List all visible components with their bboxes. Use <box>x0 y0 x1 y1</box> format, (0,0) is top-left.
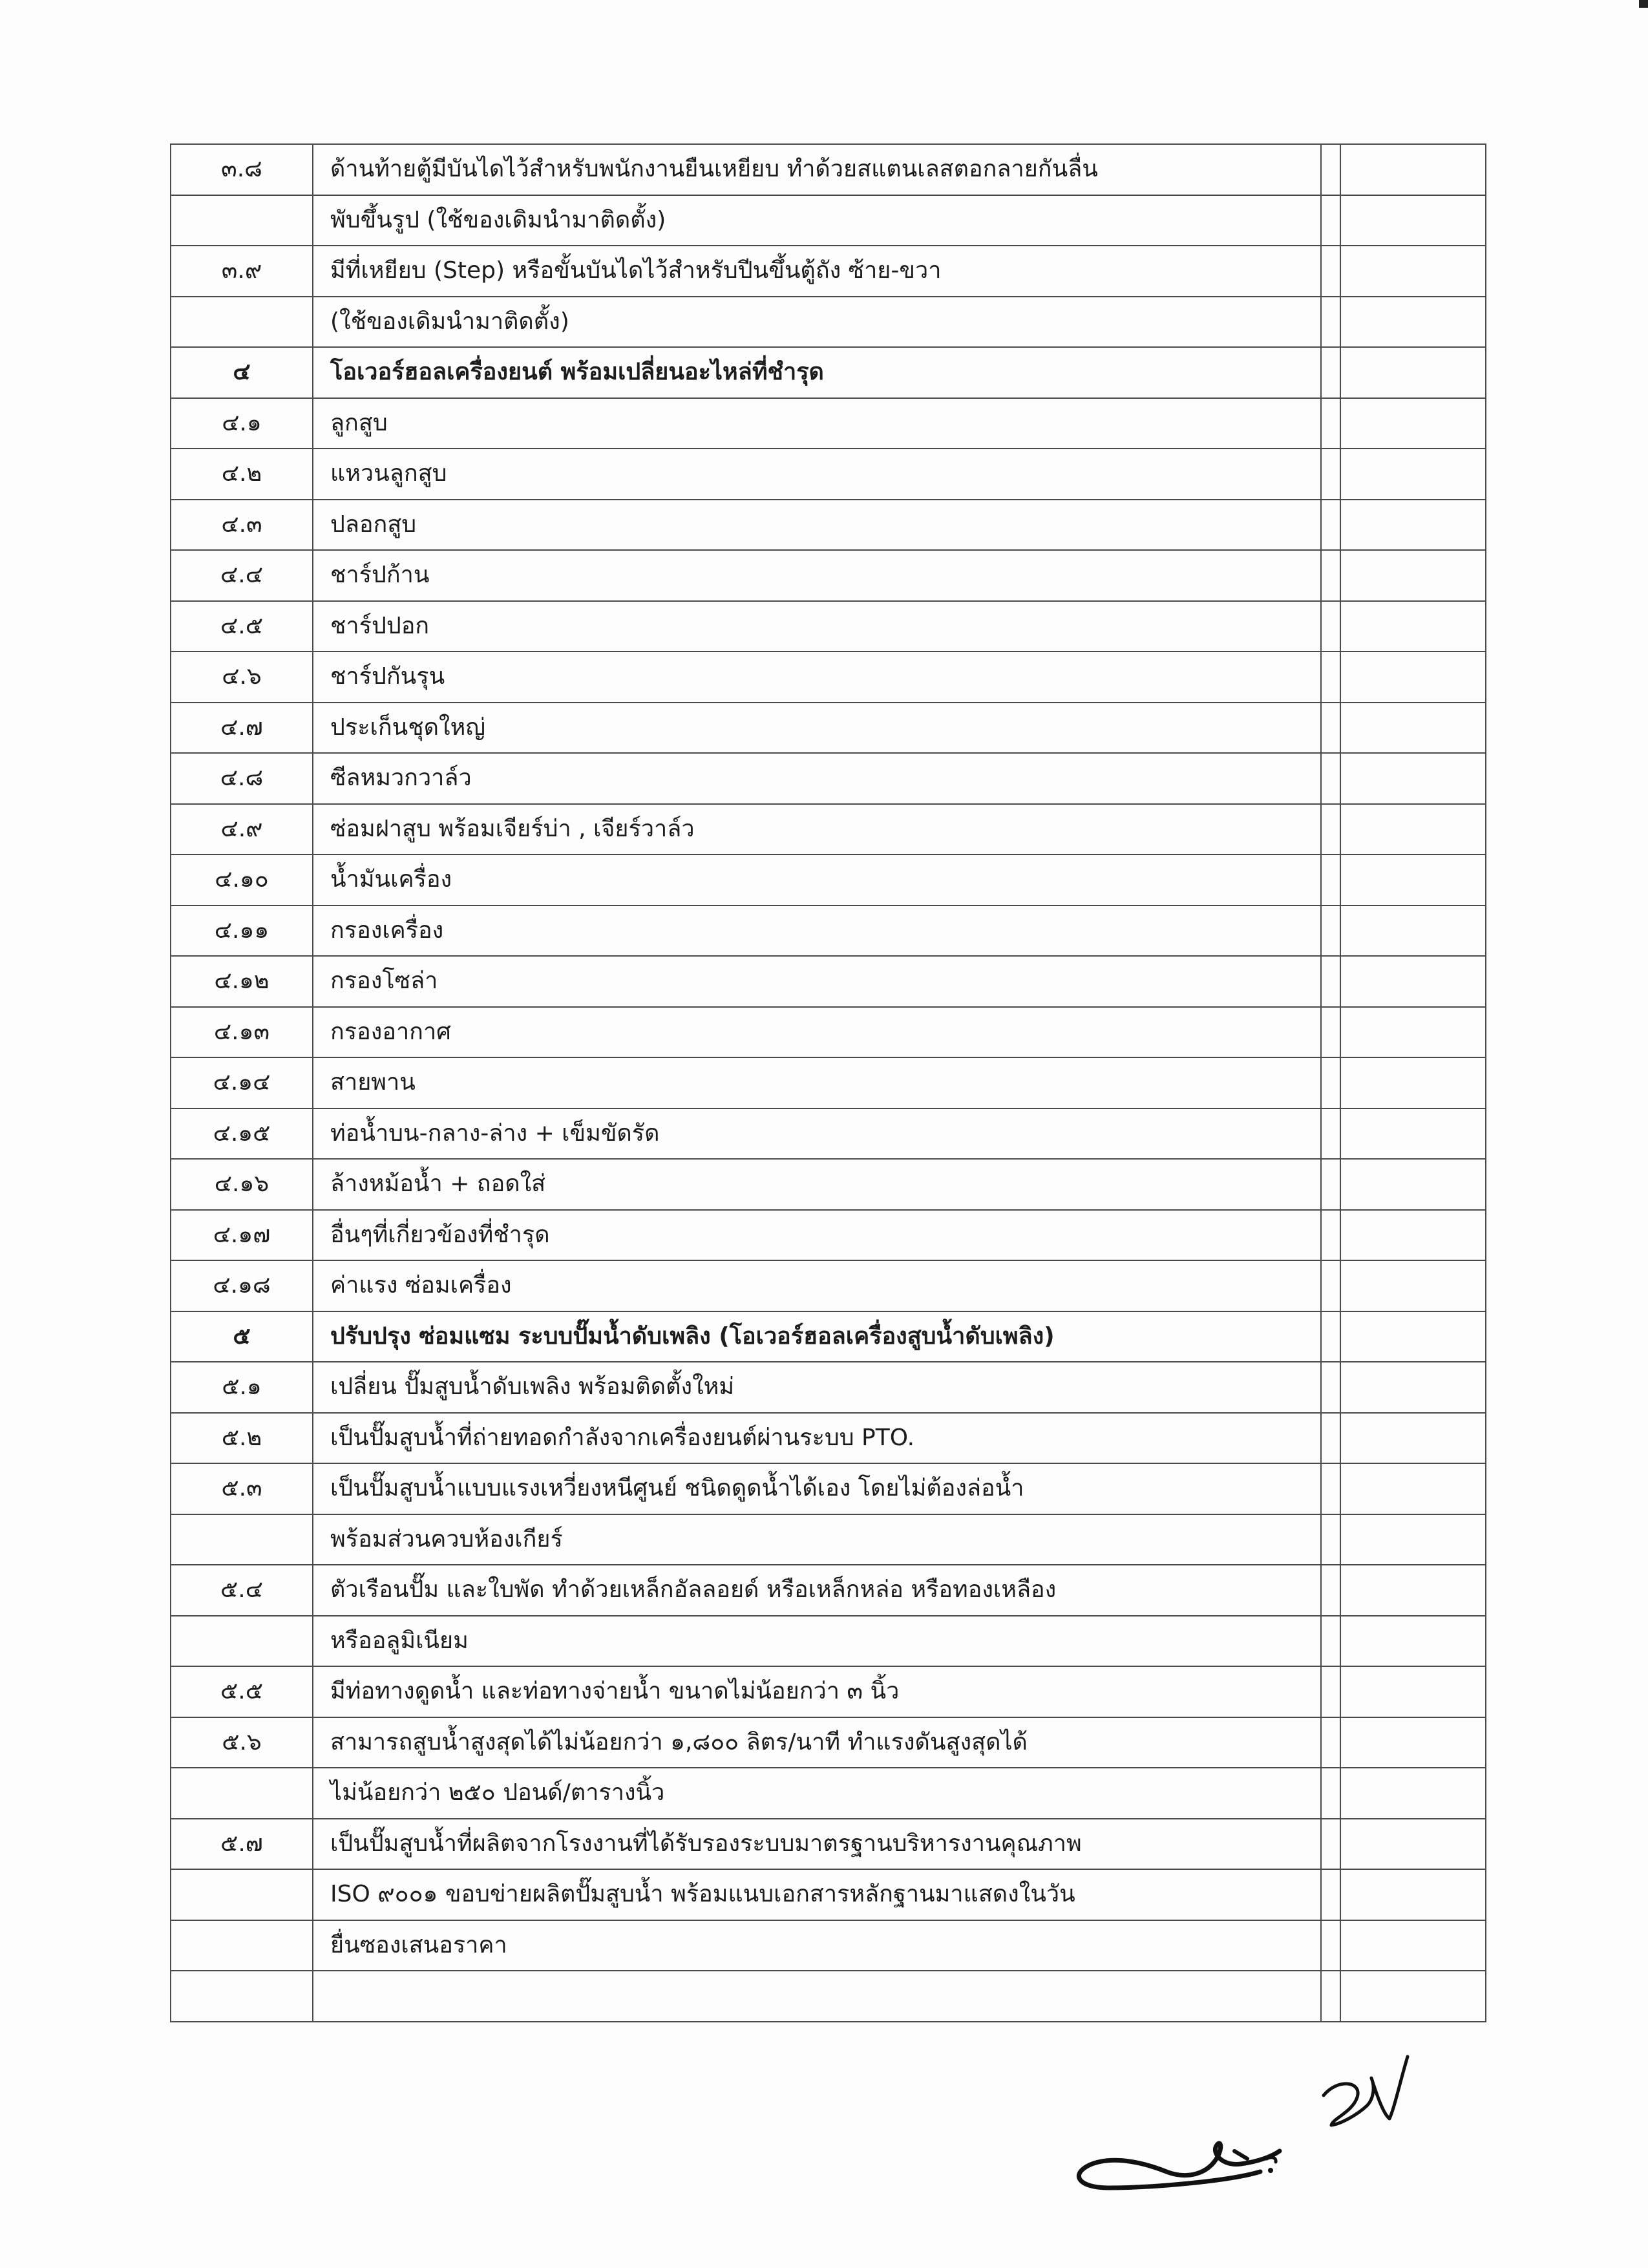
blank-cell <box>1321 753 1340 804</box>
blank-cell <box>1340 854 1486 906</box>
item-number <box>171 1920 313 1971</box>
item-description: เป็นปั๊มสูบน้ำที่ถ่ายทอดกำลังจากเครื่องยนต์ผ่านระบบ PTO. <box>313 1413 1321 1464</box>
table-row <box>171 550 1486 601</box>
blank-cell <box>1321 652 1340 703</box>
blank-cell <box>1321 1666 1340 1717</box>
item-description: แหวนลูกสูบ <box>313 449 1321 500</box>
item-number: ๔.๔ <box>171 550 313 601</box>
blank-cell <box>1340 1768 1486 1819</box>
blank-cell <box>1340 1514 1486 1565</box>
item-description: ชาร์ปก้าน <box>313 550 1321 601</box>
item-number: ๔.๓ <box>171 500 313 551</box>
item-description: กรองเครื่อง <box>313 906 1321 957</box>
item-description: ไม่น้อยกว่า ๒๕๐ ปอนด์/ตารางนิ้ว <box>313 1768 1321 1819</box>
blank-cell <box>1321 144 1340 195</box>
blank-cell <box>1340 956 1486 1007</box>
table-row <box>171 1413 1486 1464</box>
blank-cell <box>1321 854 1340 906</box>
item-number <box>171 1869 313 1920</box>
scan-edge-mark <box>1639 0 1648 8</box>
blank-cell <box>1340 1108 1486 1160</box>
blank-cell <box>1340 1666 1486 1717</box>
blank-cell <box>1321 1260 1340 1311</box>
item-description: พร้อมส่วนควบห้องเกียร์ <box>313 1514 1321 1565</box>
blank-cell <box>1340 297 1486 348</box>
table-row <box>171 1869 1486 1920</box>
table-row <box>171 703 1486 754</box>
blank-cell <box>1321 297 1340 348</box>
item-description: เปลี่ยน ปั๊มสูบน้ำดับเพลิง พร้อมติดตั้งใหม่ <box>313 1362 1321 1413</box>
item-description: เป็นปั๊มสูบน้ำแบบแรงเหวี่ยงหนีศูนย์ ชนิดดูดน้ำได้เอง โดยไม่ต้องล่อน้ำ <box>313 1463 1321 1514</box>
item-number: ๔.๑๖ <box>171 1159 313 1210</box>
blank-cell <box>1340 1007 1486 1058</box>
blank-cell <box>1321 956 1340 1007</box>
blank-cell <box>1340 906 1486 957</box>
specification-table-body <box>171 144 1486 2022</box>
blank-cell <box>1321 1869 1340 1920</box>
item-description: ประเก็นชุดใหญ่ <box>313 703 1321 754</box>
item-description: ปรับปรุง ซ่อมแซม ระบบปั๊มน้ำดับเพลิง (โอเวอร์ฮอลเครื่องสูบน้ำดับเพลิง) <box>313 1311 1321 1362</box>
blank-cell <box>1321 601 1340 652</box>
blank-cell <box>1321 1057 1340 1108</box>
blank-cell <box>1340 1920 1486 1971</box>
item-description: ซ่อมฝาสูบ พร้อมเจียร์บ่า , เจียร์วาล์ว <box>313 804 1321 855</box>
table-row <box>171 1463 1486 1514</box>
item-description: ปลอกสูบ <box>313 500 1321 551</box>
specification-table <box>170 143 1486 2022</box>
blank-cell <box>1340 1971 1486 2022</box>
blank-cell <box>1340 1159 1486 1210</box>
table-row <box>171 398 1486 449</box>
item-number <box>171 1616 313 1667</box>
table-row <box>171 1210 1486 1261</box>
blank-cell <box>1340 1717 1486 1768</box>
item-number: ๔.๑๓ <box>171 1007 313 1058</box>
table-row <box>171 500 1486 551</box>
blank-cell <box>1340 1869 1486 1920</box>
signature-1 <box>1079 2143 1280 2188</box>
item-description: กรองโซล่า <box>313 956 1321 1007</box>
item-number: ๕.๓ <box>171 1463 313 1514</box>
item-number <box>171 1514 313 1565</box>
blank-cell <box>1340 1565 1486 1616</box>
item-number: ๕.๕ <box>171 1666 313 1717</box>
blank-cell <box>1321 195 1340 246</box>
blank-cell <box>1340 753 1486 804</box>
item-number: ๔.๑๕ <box>171 1108 313 1160</box>
blank-cell <box>1321 1362 1340 1413</box>
blank-cell <box>1340 500 1486 551</box>
blank-cell <box>1321 1463 1340 1514</box>
table-row <box>171 956 1486 1007</box>
table-row <box>171 1920 1486 1971</box>
item-number <box>171 195 313 246</box>
item-description: หรืออลูมิเนียม <box>313 1616 1321 1667</box>
blank-cell <box>1321 1768 1340 1819</box>
item-description: อื่นๆที่เกี่ยวข้องที่ชำรุด <box>313 1210 1321 1261</box>
table-row <box>171 1768 1486 1819</box>
table-row <box>171 804 1486 855</box>
item-number: ๔.๘ <box>171 753 313 804</box>
blank-cell <box>1321 1920 1340 1971</box>
blank-cell <box>1321 1108 1340 1160</box>
item-description: ล้างหม้อน้ำ + ถอดใส่ <box>313 1159 1321 1210</box>
item-description: ด้านท้ายตู้มีบันไดไว้สำหรับพนักงานยืนเหยียบ ทำด้วยสแตนเลสตอกลายกันลื่น <box>313 144 1321 195</box>
table-row <box>171 1007 1486 1058</box>
blank-cell <box>1321 1514 1340 1565</box>
item-number: ๔.๑๘ <box>171 1260 313 1311</box>
item-description <box>313 1971 1321 2022</box>
table-row <box>171 246 1486 297</box>
item-number: ๔.๑๗ <box>171 1210 313 1261</box>
table-row <box>171 1666 1486 1717</box>
blank-cell <box>1321 347 1340 398</box>
item-number: ๓.๙ <box>171 246 313 297</box>
item-number: ๔.๑๔ <box>171 1057 313 1108</box>
blank-cell <box>1321 398 1340 449</box>
table-row <box>171 1717 1486 1768</box>
table-row <box>171 144 1486 195</box>
item-description: มีท่อทางดูดน้ำ และท่อทางจ่ายน้ำ ขนาดไม่น้อยกว่า ๓ นิ้ว <box>313 1666 1321 1717</box>
blank-cell <box>1340 195 1486 246</box>
blank-cell <box>1340 1616 1486 1667</box>
table-row <box>171 906 1486 957</box>
item-description: ซีลหมวกวาล์ว <box>313 753 1321 804</box>
blank-cell <box>1340 550 1486 601</box>
blank-cell <box>1321 1819 1340 1870</box>
item-number: ๕.๔ <box>171 1565 313 1616</box>
blank-cell <box>1321 1159 1340 1210</box>
item-number: ๔.๑ <box>171 398 313 449</box>
item-number: ๔.๗ <box>171 703 313 754</box>
blank-cell <box>1340 1413 1486 1464</box>
item-number: ๔.๑๐ <box>171 854 313 906</box>
item-description: เป็นปั๊มสูบน้ำที่ผลิตจากโรงงานที่ได้รับรองระบบมาตรฐานบริหารงานคุณภาพ <box>313 1819 1321 1870</box>
blank-cell <box>1340 1260 1486 1311</box>
table-row <box>171 1159 1486 1210</box>
table-row <box>171 1362 1486 1413</box>
table-row <box>171 1971 1486 2022</box>
item-number: ๔.๑๑ <box>171 906 313 957</box>
table-row <box>171 753 1486 804</box>
item-number: ๕.๖ <box>171 1717 313 1768</box>
blank-cell <box>1321 1616 1340 1667</box>
item-description: ท่อน้ำบน-กลาง-ล่าง + เข็มขัดรัด <box>313 1108 1321 1160</box>
blank-cell <box>1340 398 1486 449</box>
item-number <box>171 1971 313 2022</box>
item-description: ยื่นซองเสนอราคา <box>313 1920 1321 1971</box>
table-row <box>171 195 1486 246</box>
table-row <box>171 1514 1486 1565</box>
table-row <box>171 1819 1486 1870</box>
blank-cell <box>1340 449 1486 500</box>
table-row <box>171 1057 1486 1108</box>
table-row <box>171 449 1486 500</box>
blank-cell <box>1340 1362 1486 1413</box>
table-row <box>171 601 1486 652</box>
item-description: พับขึ้นรูป (ใช้ของเดิมนำมาติดตั้ง) <box>313 195 1321 246</box>
section-row <box>171 347 1486 398</box>
item-number <box>171 1768 313 1819</box>
blank-cell <box>1321 1971 1340 2022</box>
item-number: ๕.๑ <box>171 1362 313 1413</box>
item-description: ชาร์ปปอก <box>313 601 1321 652</box>
item-description: สายพาน <box>313 1057 1321 1108</box>
item-number: ๔.๕ <box>171 601 313 652</box>
item-number: ๕.๗ <box>171 1819 313 1870</box>
blank-cell <box>1321 703 1340 754</box>
blank-cell <box>1321 449 1340 500</box>
blank-cell <box>1340 804 1486 855</box>
item-number <box>171 297 313 348</box>
blank-cell <box>1321 1311 1340 1362</box>
item-number: ๕.๒ <box>171 1413 313 1464</box>
table-row <box>171 1260 1486 1311</box>
blank-cell <box>1321 804 1340 855</box>
blank-cell <box>1340 1463 1486 1514</box>
table-row <box>171 1565 1486 1616</box>
blank-cell <box>1321 1413 1340 1464</box>
blank-cell <box>1340 1311 1486 1362</box>
item-number: ๔.๖ <box>171 652 313 703</box>
item-description: กรองอากาศ <box>313 1007 1321 1058</box>
blank-cell <box>1321 1210 1340 1261</box>
table-row <box>171 1616 1486 1667</box>
table-row <box>171 652 1486 703</box>
item-description: โอเวอร์ฮอลเครื่องยนต์ พร้อมเปลี่ยนอะไหล่ที่ชำรุด <box>313 347 1321 398</box>
blank-cell <box>1340 144 1486 195</box>
item-description: ค่าแรง ซ่อมเครื่อง <box>313 1260 1321 1311</box>
item-description: ตัวเรือนปั๊ม และใบพัด ทำด้วยเหล็กอัลลอยด์ หรือเหล็กหล่อ หรือทองเหลือง <box>313 1565 1321 1616</box>
item-number: ๔.๙ <box>171 804 313 855</box>
item-number: ๓.๘ <box>171 144 313 195</box>
blank-cell <box>1321 1565 1340 1616</box>
item-description: สามารถสูบน้ำสูงสุดได้ไม่น้อยกว่า ๑,๘๐๐ ลิตร/นาที ทำแรงดันสูงสุดได้ <box>313 1717 1321 1768</box>
table-row <box>171 854 1486 906</box>
item-number: ๔.๒ <box>171 449 313 500</box>
signature-area <box>1053 2042 1454 2210</box>
blank-cell <box>1321 1717 1340 1768</box>
section-row <box>171 1311 1486 1362</box>
blank-cell <box>1321 246 1340 297</box>
item-description: (ใช้ของเดิมนำมาติดตั้ง) <box>313 297 1321 348</box>
item-number: ๔.๑๒ <box>171 956 313 1007</box>
item-description: ลูกสูบ <box>313 398 1321 449</box>
handwritten-signatures <box>1053 2042 1454 2210</box>
blank-cell <box>1340 601 1486 652</box>
item-description: มีที่เหยียบ (Step) หรือขั้นบันไดไว้สำหรับปีนขึ้นตู้ถัง ซ้าย-ขวา <box>313 246 1321 297</box>
signature-2 <box>1324 2057 1408 2125</box>
blank-cell <box>1340 1057 1486 1108</box>
item-number: ๕ <box>171 1311 313 1362</box>
blank-cell <box>1321 906 1340 957</box>
blank-cell <box>1321 500 1340 551</box>
blank-cell <box>1340 1210 1486 1261</box>
blank-cell <box>1340 1819 1486 1870</box>
item-description: ชาร์ปกันรุน <box>313 652 1321 703</box>
blank-cell <box>1340 246 1486 297</box>
blank-cell <box>1340 652 1486 703</box>
item-description: ISO ๙๐๐๑ ขอบข่ายผลิตปั๊มสูบน้ำ พร้อมแนบเอกสารหลักฐานมาแสดงในวัน <box>313 1869 1321 1920</box>
item-description: น้ำมันเครื่อง <box>313 854 1321 906</box>
blank-cell <box>1321 1007 1340 1058</box>
item-number: ๔ <box>171 347 313 398</box>
table-row <box>171 1108 1486 1160</box>
blank-cell <box>1321 550 1340 601</box>
table-row <box>171 297 1486 348</box>
blank-cell <box>1340 347 1486 398</box>
blank-cell <box>1340 703 1486 754</box>
